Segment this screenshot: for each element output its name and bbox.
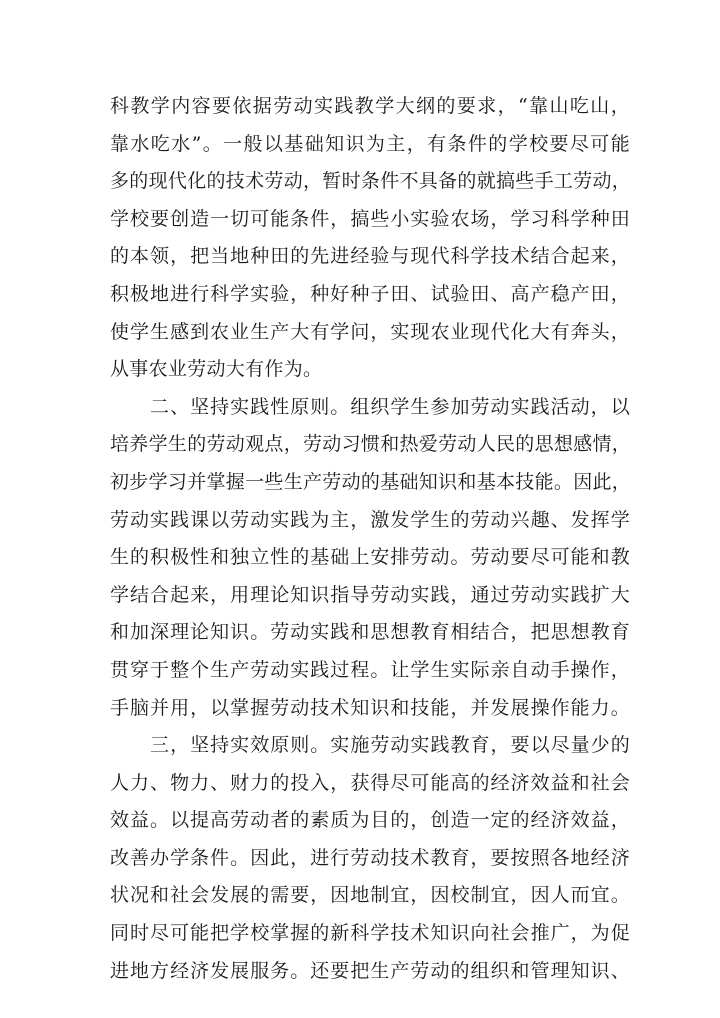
- text-line: 靠水吃水”。一般以基础知识为主，有条件的学校要尽可能: [110, 132, 630, 155]
- text-line: 使学生感到农业生产大有学问，实现农业现代化大有奔头，: [110, 320, 630, 343]
- text-line: 多的现代化的技术劳动，暂时条件不具备的就搞些手工劳动，: [110, 170, 632, 193]
- text-line: 科教学内容要依据劳动实践教学大纲的要求，“靠山吃山，: [110, 95, 630, 117]
- paragraph-start-line: 三，坚持实效原则。实施劳动实践教育，要以尽量少的: [110, 734, 630, 757]
- text-line: 培养学生的劳动观点，劳动习惯和热爱劳动人民的思想感情，: [110, 433, 632, 456]
- text-line: 学结合起来，用理论知识指导劳动实践，通过劳动实践扩大: [110, 583, 630, 606]
- text-line: 人力、物力、财力的投入，获得尽可能高的经济效益和社会: [110, 771, 630, 794]
- text-line: 状况和社会发展的需要，因地制宜，因校制宜，因人而宜。: [110, 884, 630, 907]
- paragraph-start-line: 二、坚持实践性原则。组织学生参加劳动实践活动，以: [110, 395, 630, 418]
- text-line: 积极地进行科学实验，种好种子田、试验田、高产稳产田，: [110, 282, 630, 305]
- text-line: 进地方经济发展服务。还要把生产劳动的组织和管理知识、: [110, 959, 630, 982]
- text-line: 的本领，把当地种田的先进经验与现代科学技术结合起来，: [110, 245, 630, 268]
- text-line: 初步学习并掌握一些生产劳动的基础知识和基本技能。因此，: [110, 470, 632, 493]
- paragraph-end-line: 从事农业劳动大有作为。: [110, 358, 323, 381]
- text-line: 生的积极性和独立性的基础上安排劳动。劳动要尽可能和教: [110, 546, 630, 569]
- text-line: 劳动实践课以劳动实践为主，激发学生的劳动兴趣、发挥学: [110, 508, 630, 531]
- text-line: 和加深理论知识。劳动实践和思想教育相结合，把思想教育: [110, 621, 630, 644]
- text-line: 贯穿于整个生产劳动实践过程。让学生实际亲自动手操作，: [110, 658, 630, 681]
- text-line: 手脑并用，以掌握劳动技术知识和技能，并发展操作能力。: [110, 696, 630, 719]
- text-line: 学校要创造一切可能条件，搞些小实验农场，学习科学种田: [110, 207, 630, 230]
- text-line: 改善办学条件。因此，进行劳动技术教育，要按照各地经济: [110, 846, 630, 869]
- body-text: [110, 88, 630, 990]
- text-line: 效益。以提高劳动者的素质为目的，创造一定的经济效益，: [110, 809, 630, 832]
- text-line: 同时尽可能把学校掌握的新科学技术知识向社会推广，为促: [110, 922, 630, 945]
